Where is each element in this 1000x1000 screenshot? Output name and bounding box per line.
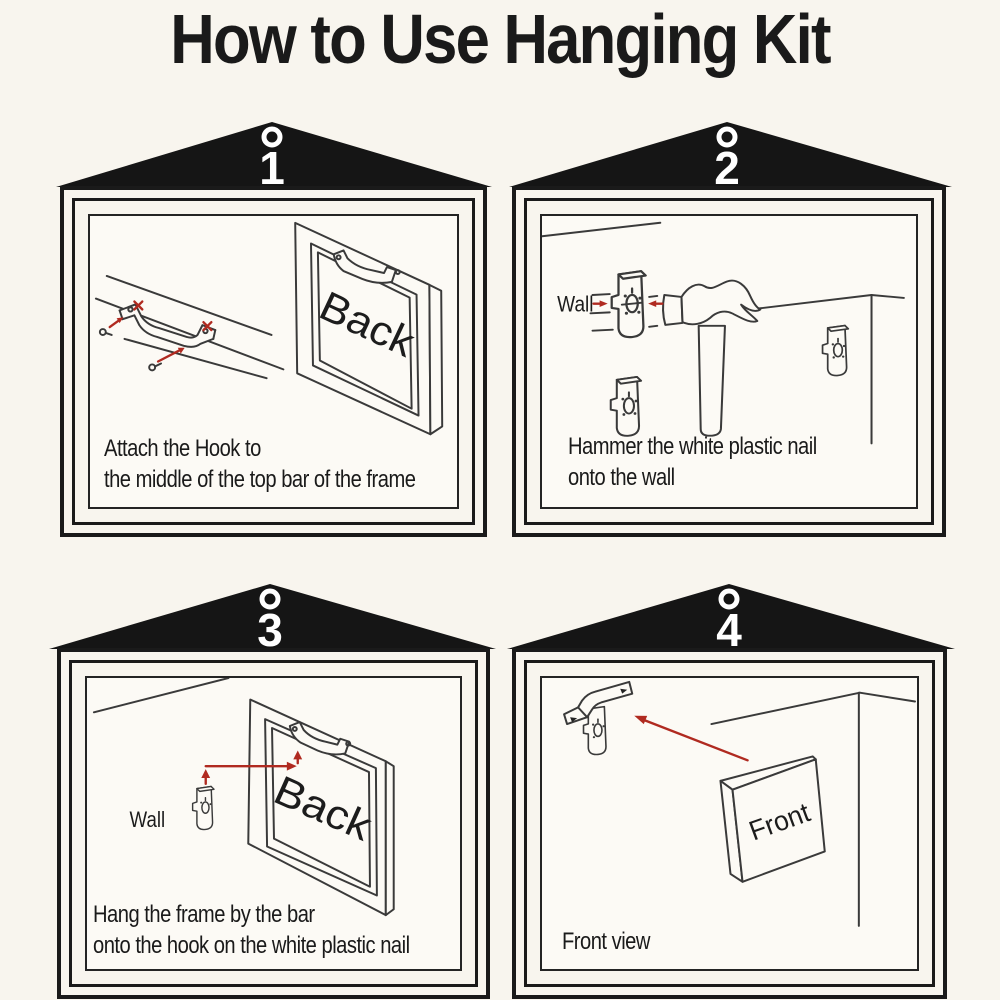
plastic-nail-icon <box>611 377 641 436</box>
frame-back-icon <box>295 223 442 434</box>
step-4-panel <box>503 580 958 1000</box>
step-1-panel <box>48 118 498 538</box>
step-3-roof <box>45 580 500 650</box>
step-4-roof <box>503 580 958 650</box>
frame-front-label: Front <box>744 795 818 847</box>
frame-back-label: Back <box>267 766 371 846</box>
red-arrow-icon <box>634 716 747 761</box>
plastic-nail-icon <box>823 326 849 376</box>
top-bar-lines <box>96 276 283 378</box>
step-2-body <box>512 186 946 537</box>
hammer-icon <box>663 281 760 436</box>
frame-front-icon <box>720 756 824 881</box>
step-number: 4 <box>716 604 742 650</box>
step-2-panel <box>503 118 958 538</box>
step-4-caption: Front view <box>562 928 650 955</box>
step-3-body <box>57 648 490 999</box>
step-number: 3 <box>257 604 283 650</box>
page-title: How to Use Hanging Kit <box>170 0 830 78</box>
step-1-caption: Attach the Hook to the middle of the top bar of the frame <box>104 435 416 493</box>
step-number: 1 <box>259 142 285 188</box>
step-3-panel <box>45 580 500 1000</box>
hook-on-nail-icon <box>564 682 632 755</box>
ceiling-line <box>94 678 229 712</box>
wall-label: Wall <box>129 807 166 832</box>
step-2-caption: Hammer the white plastic nail onto the wall <box>568 433 817 491</box>
wall-label: Wall <box>557 290 594 317</box>
step-number: 2 <box>714 142 740 188</box>
frame-back-icon <box>248 700 393 916</box>
step-3-caption: Hang the frame by the bar onto the hook on the white plastic nail <box>93 901 410 959</box>
step-2-roof <box>503 118 958 188</box>
frame-back-label: Back <box>312 282 416 363</box>
plastic-nail-icon <box>193 786 214 829</box>
step-1-roof <box>48 118 498 188</box>
step-4-body <box>512 648 947 999</box>
step-1-body <box>60 186 487 537</box>
